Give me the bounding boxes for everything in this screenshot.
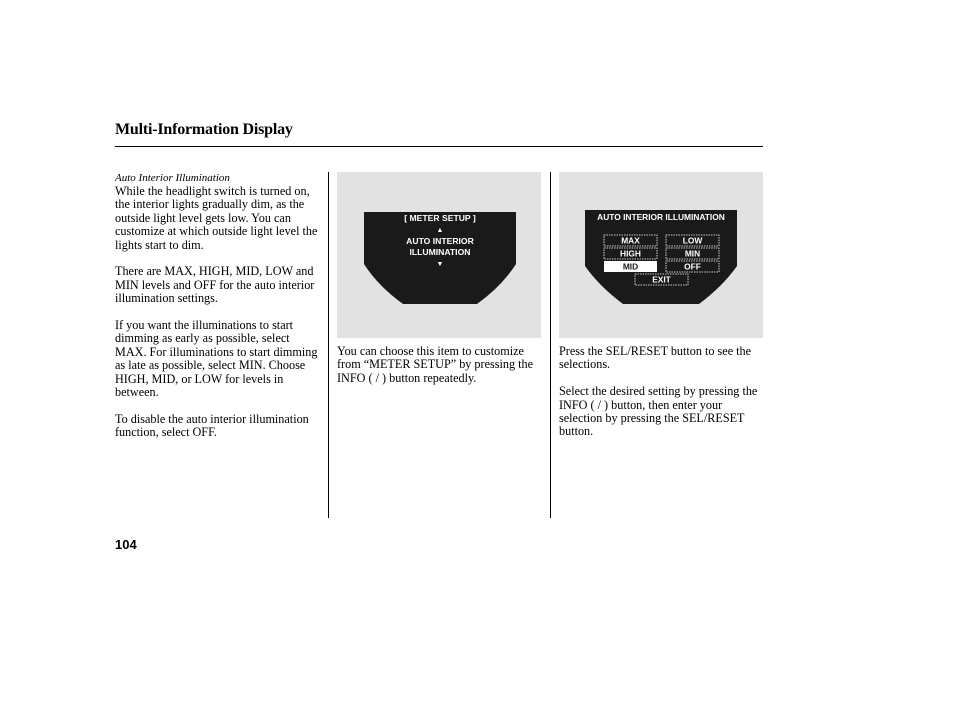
header-rule bbox=[115, 146, 763, 147]
display-background bbox=[585, 210, 737, 304]
paragraph: Select the desired setting by pressing the INFO ( / ) button, then enter your selection by pressing the SEL/RESET button. bbox=[559, 384, 758, 439]
paragraph: While the headlight switch is turned on, the interior lights gradually dim, as the outside light level gets low. You can customize at which outside light level the lights start to dim. bbox=[115, 184, 318, 252]
screen-heading: AUTO INTERIOR ILLUMINATION bbox=[597, 212, 725, 222]
option-max: MAX bbox=[621, 235, 640, 246]
screen-line-auto-interior: AUTO INTERIOR bbox=[406, 236, 474, 246]
meter-setup-figure bbox=[337, 172, 541, 338]
illumination-options-figure bbox=[559, 172, 763, 338]
option-off: OFF bbox=[684, 261, 701, 272]
screen-line-illumination: ILLUMINATION bbox=[409, 247, 471, 257]
paragraph: Press the SEL/RESET button to see the selections. bbox=[559, 344, 752, 372]
paragraph: You can choose this item to customize from “METER SETUP” by pressing the INFO ( / ) button repeatedly. bbox=[337, 344, 533, 385]
paragraph: There are MAX, HIGH, MID, LOW and MIN levels and OFF for the auto interior illumination settings. bbox=[115, 264, 315, 306]
option-low: LOW bbox=[682, 235, 703, 246]
screen-line-meter-setup: [ METER SETUP ] bbox=[404, 213, 476, 223]
option-exit: EXIT bbox=[652, 274, 671, 285]
left-column bbox=[115, 172, 320, 453]
section-subheading: Auto Interior Illumination bbox=[115, 172, 230, 184]
option-high: HIGH bbox=[620, 248, 641, 259]
option-min: MIN bbox=[684, 248, 701, 259]
paragraph: To disable the auto interior illumination function, select OFF. bbox=[115, 411, 309, 440]
paragraph: If you want the illuminations to start dimming as early as possible, select MAX. For illuminations to start dimming as late as possible, select MIN. Choose HIGH, MID, or LOW for levels in between. bbox=[115, 318, 318, 400]
column-divider bbox=[328, 172, 329, 518]
arrow-up-icon: ▲ bbox=[436, 226, 444, 234]
display-screen bbox=[337, 172, 541, 338]
page-title: Multi-Information Display bbox=[115, 121, 293, 138]
middle-column-text bbox=[337, 345, 543, 399]
display-screen bbox=[559, 172, 763, 338]
column-divider bbox=[550, 172, 551, 518]
arrow-down-icon: ▼ bbox=[436, 260, 444, 268]
page-number: 104 bbox=[115, 537, 137, 552]
option-mid: MID bbox=[622, 261, 639, 272]
right-column-text bbox=[559, 345, 765, 452]
